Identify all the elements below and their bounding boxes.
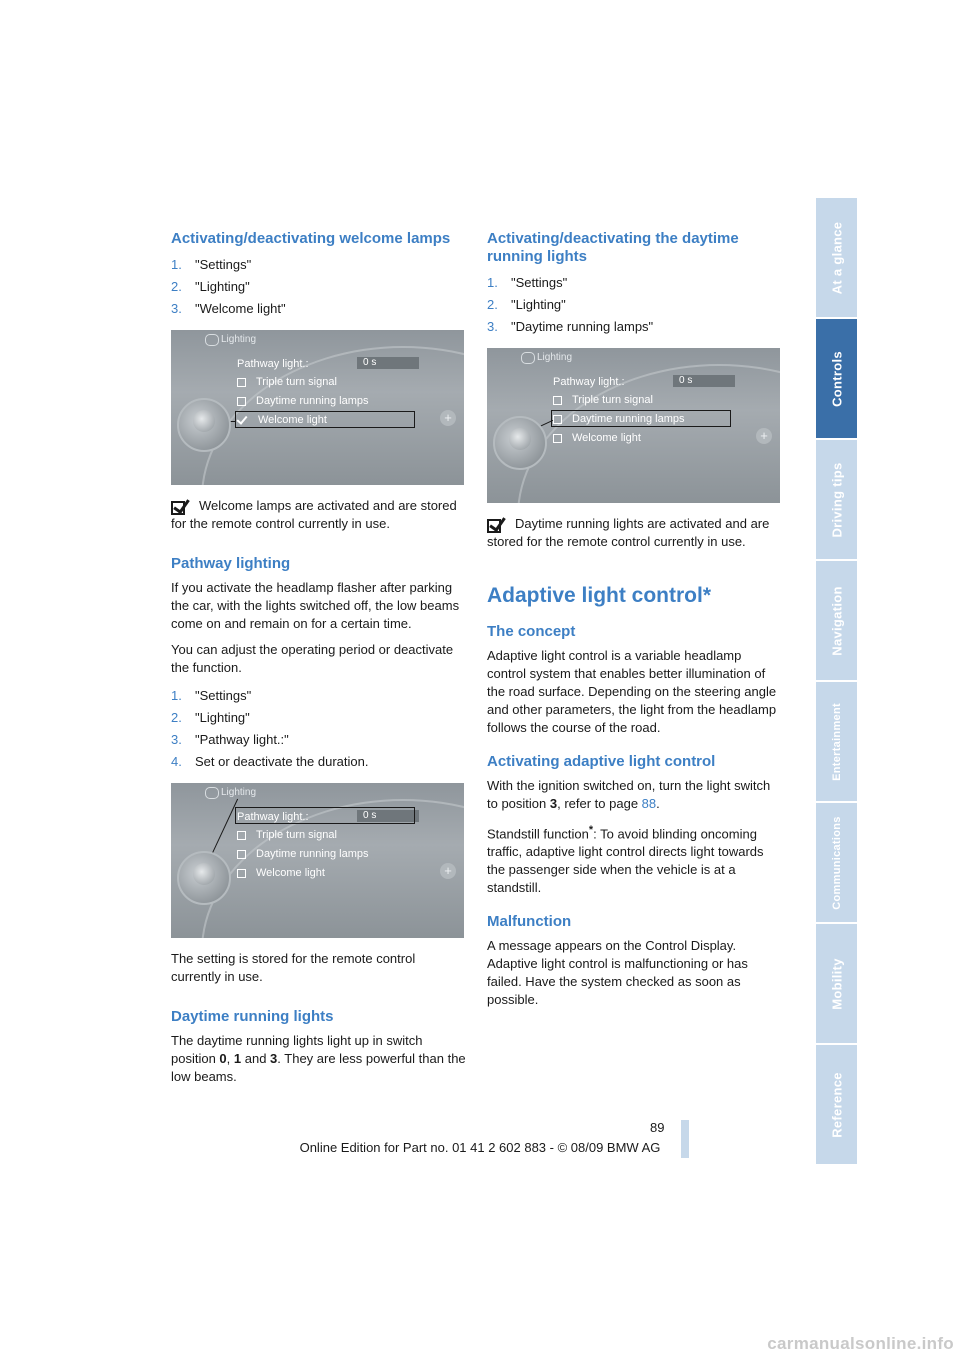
pathway-after-text: The setting is stored for the remote control currently in use. <box>171 951 416 984</box>
list-item <box>171 254 466 276</box>
row-label: Pathway light.: <box>553 376 625 388</box>
step-number: 2. <box>171 710 182 725</box>
pathway-text-1: If you activate the headlamp flasher after parking the car, with the lights switched off, the low beams come on and remain on for a certain time. <box>171 580 460 631</box>
switch-position: 3 <box>270 1051 278 1066</box>
tab-label: At a glance <box>829 221 844 294</box>
screen-row-triple <box>237 829 337 841</box>
text-run: . They are less powerful than the low beams. <box>171 1051 466 1084</box>
tab-label: Reference <box>829 1071 844 1138</box>
text-run: Standstill function <box>487 826 589 842</box>
highlight-box <box>235 411 415 428</box>
daytime-note <box>487 515 782 551</box>
plus-icon: + <box>756 428 772 444</box>
note-text: Daytime running lights are activated and are stored for the remote control currently in use. <box>487 516 770 549</box>
list-item <box>171 729 466 751</box>
spacer <box>487 559 782 583</box>
switch-position: 1 <box>233 1051 242 1066</box>
switch-position: 0 <box>219 1051 227 1066</box>
checkbox-icon <box>237 397 246 406</box>
welcome-note <box>171 497 466 533</box>
daytime-heading: Daytime running lights <box>171 1008 334 1025</box>
row-label: Pathway light.: <box>237 358 309 370</box>
screen-row-welcome <box>553 432 641 444</box>
checkbox-icon <box>553 396 562 405</box>
highlight-box <box>235 807 415 824</box>
step-text: "Lighting" <box>195 279 250 294</box>
step-text: "Lighting" <box>195 710 250 725</box>
text-run: and <box>241 1051 271 1066</box>
highlight-box <box>551 410 731 427</box>
plus-icon: + <box>440 410 456 426</box>
plus-icon: + <box>440 863 456 879</box>
list-item <box>171 298 466 320</box>
screen-pathway-light <box>171 783 464 938</box>
step-number: 2. <box>171 279 182 294</box>
step-number: 1. <box>171 688 182 703</box>
tab-label: Communications <box>830 815 843 910</box>
right-column <box>487 230 782 1017</box>
checkbox-icon <box>237 378 246 387</box>
row-label: Welcome light <box>572 432 641 444</box>
welcome-heading: Activating/deactivating welcome lamps <box>171 230 451 247</box>
welcome-steps <box>171 254 466 320</box>
pathway-steps <box>171 685 466 773</box>
row-label: Triple turn signal <box>256 376 337 388</box>
text-run: , refer to page <box>557 796 642 811</box>
step-text: "Settings" <box>195 257 252 272</box>
spacer <box>171 994 466 1008</box>
step-text: "Settings" <box>511 275 568 290</box>
pathway-heading: Pathway lighting <box>171 555 291 572</box>
checkbox-icon <box>237 869 246 878</box>
step-number: 4. <box>171 754 182 769</box>
tab-navigation[interactable] <box>816 561 857 680</box>
spacer <box>487 905 782 913</box>
screen-row-triple <box>237 376 337 388</box>
list-item <box>487 294 782 316</box>
checkmark-icon <box>171 501 193 513</box>
note-text: Welcome lamps are activated and are stored for the remote control currently in use. <box>171 498 457 531</box>
activating-heading: Activating adaptive light control <box>487 753 716 770</box>
text-run: , <box>226 1051 234 1066</box>
left-column <box>171 230 466 1094</box>
controller-knob-center <box>193 410 215 432</box>
concept-text: Adaptive light control is a variable headlamp control system that enables better illumination of the road surface. Depending on the steering angle and other parameters, the light from the headlamp follows the course of the road. <box>487 648 777 735</box>
tab-driving-tips[interactable] <box>816 440 857 559</box>
screen-daytime-lamps <box>487 348 780 503</box>
row-label: Daytime running lamps <box>256 395 369 407</box>
list-item <box>171 707 466 729</box>
chapter-tabs <box>816 198 857 1166</box>
tab-label: Navigation <box>829 585 844 656</box>
row-label: Welcome light <box>258 414 327 426</box>
list-item <box>487 316 782 338</box>
list-item <box>487 272 782 294</box>
standstill-text <box>487 821 782 897</box>
screen-row-welcome <box>237 867 325 879</box>
option-star: * <box>588 824 594 836</box>
step-number: 3. <box>487 319 498 334</box>
lighting-icon <box>521 352 535 364</box>
watermark: carmanualsonline.info <box>767 1334 954 1353</box>
list-item <box>171 685 466 707</box>
checkbox-icon <box>237 831 246 840</box>
checkbox-icon <box>553 434 562 443</box>
screen-row-daytime <box>237 395 369 407</box>
tab-entertainment[interactable] <box>816 682 857 801</box>
text-run: The daytime running lights light up in switch position <box>171 1033 423 1066</box>
spacer <box>171 541 466 555</box>
row-label: Welcome light <box>256 867 325 879</box>
screen-row-daytime <box>237 848 369 860</box>
row-label: Pathway light.: <box>237 811 309 823</box>
concept-heading: The concept <box>487 623 576 640</box>
activating-text <box>487 777 782 813</box>
row-label: Triple turn signal <box>572 394 653 406</box>
row-label: Daytime running lamps <box>256 848 369 860</box>
row-label: Triple turn signal <box>256 829 337 841</box>
screen-row-pathway <box>553 376 625 388</box>
lighting-icon <box>205 787 219 799</box>
tab-communications[interactable] <box>816 803 857 922</box>
tab-at-a-glance[interactable] <box>816 198 857 317</box>
tab-mobility[interactable] <box>816 924 857 1043</box>
page-number: 89 <box>650 1120 665 1135</box>
tab-label: Entertainment <box>830 702 843 781</box>
screen-title: Lighting <box>537 352 573 363</box>
step-number: 2. <box>487 297 498 312</box>
controller-knob-center <box>509 428 531 450</box>
step-text: "Lighting" <box>511 297 566 312</box>
step-number: 3. <box>171 732 182 747</box>
step-text: "Settings" <box>195 688 252 703</box>
daytime-toggle-heading: Activating/deactivating the daytime running lights <box>487 230 739 265</box>
screen-row-value: 0 s <box>357 357 419 369</box>
step-number: 3. <box>171 301 182 316</box>
lighting-icon <box>205 334 219 346</box>
edition-text: Online Edition for Part no. 01 41 2 602 883 - © 08/09 BMW AG <box>299 1140 661 1155</box>
step-text: "Daytime running lamps" <box>511 319 654 334</box>
pointer-line <box>211 799 238 856</box>
text-run: With the ignition switched on, turn the light switch to position <box>487 778 771 811</box>
step-text: "Pathway light.:" <box>195 732 289 747</box>
page-link[interactable]: 88 <box>641 796 657 811</box>
screen-title: Lighting <box>221 787 257 798</box>
step-number: 1. <box>487 275 498 290</box>
tab-controls[interactable] <box>816 319 857 438</box>
malfunction-heading: Malfunction <box>487 913 572 931</box>
row-label: Daytime running lamps <box>572 413 685 425</box>
switch-position: 3 <box>549 796 558 811</box>
tab-label: Controls <box>829 350 844 407</box>
list-item <box>171 276 466 298</box>
step-text: Set or deactivate the duration. <box>195 754 369 769</box>
malfunction-text: A message appears on the Control Display. Adaptive light control is malfunctioning or has failed. Have the system checked as soon as possible. <box>487 938 748 1008</box>
controller-knob-center <box>193 863 215 885</box>
list-item <box>171 751 466 773</box>
checkmark-icon <box>487 519 509 531</box>
tab-label: Mobility <box>829 957 844 1010</box>
screen-row-value: 0 s <box>357 810 419 822</box>
pathway-text-2: You can adjust the operating period or deactivate the function. <box>171 642 454 675</box>
step-text: "Welcome light" <box>195 301 286 316</box>
text-run: . <box>656 796 660 811</box>
spacer <box>487 745 782 753</box>
screen-welcome-light <box>171 330 464 485</box>
text-run: : To avoid blinding oncoming traffic, adaptive light control directs light towards the passenger side when the vehicle is at a standstill. <box>487 826 764 896</box>
adaptive-heading: Adaptive light control* <box>487 584 712 607</box>
tab-label: Driving tips <box>829 461 844 538</box>
screen-row-pathway <box>237 358 309 370</box>
daytime-steps <box>487 272 782 338</box>
screen-row-value: 0 s <box>673 375 735 387</box>
screen-row-triple <box>553 394 653 406</box>
checkbox-icon <box>237 850 246 859</box>
daytime-text <box>171 1032 466 1086</box>
step-number: 1. <box>171 257 182 272</box>
screen-title: Lighting <box>221 334 257 345</box>
